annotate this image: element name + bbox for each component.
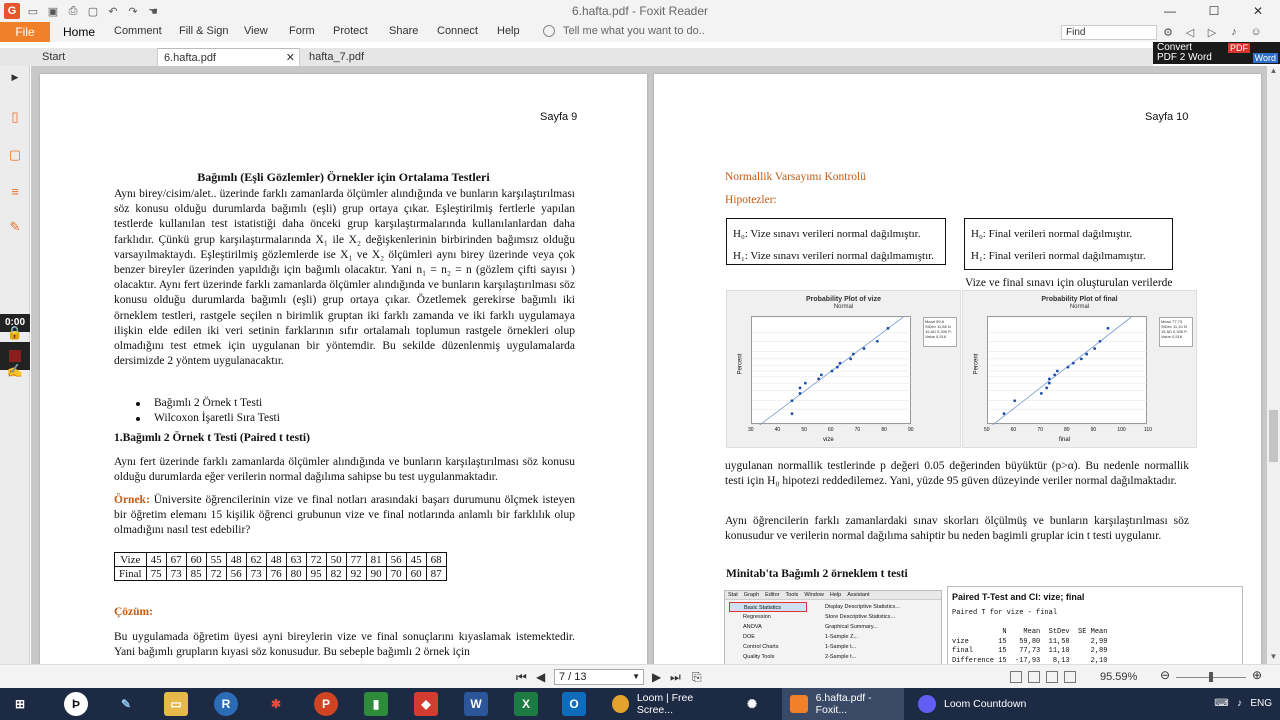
data-point (1085, 353, 1088, 356)
scroll-thumb[interactable] (1269, 410, 1278, 462)
x-tick-label: 60 (1010, 427, 1017, 433)
x-axis-label: final (1059, 437, 1071, 443)
minitab-submenu-item: 1-Sample Z... (825, 634, 859, 640)
pages-icon[interactable]: ▯ (11, 109, 19, 124)
minitab-session-output: Paired T-Test and CI: vize; final Paired T for vize - final N Mean StDev SE Mean vize 15 59,80 11,58 2,99 final 15 77,73 11,10 2,89 Difference 15 -17,93 8,13 2,10 (947, 586, 1243, 664)
minimize-icon[interactable]: — (1164, 4, 1176, 18)
right-toolbar (1160, 24, 1270, 40)
data-point (1048, 382, 1051, 385)
normality-result-paragraph: uygulanan normallik testlerinde p değeri 0.05 değerinden büyüktür (p>α). Bu nedenle normallik testi için H₀ hipotezi reddedilemez. Yani, yüzde 95 güven düzeyinde veriler normal dağılmaktadır. (725, 460, 1189, 488)
list-item: Wilcoxon İşaretli Sıra Testi (136, 411, 280, 426)
page-number-input[interactable]: 7 / 13 ▼ (554, 669, 644, 685)
x-tick-label: 110 (1144, 427, 1152, 433)
data-point (852, 353, 855, 356)
zoom-in-icon[interactable]: ⊕ (1252, 668, 1263, 682)
pen-app-icon[interactable]: ✎ (120, 697, 132, 711)
data-point (887, 327, 890, 330)
data-point (817, 377, 820, 380)
bell-icon[interactable]: ♪ (1231, 26, 1237, 38)
solution-heading: Çözüm: (114, 606, 153, 618)
data-point (1040, 392, 1043, 395)
window-title: 6.hafta.pdf - Foxit Reader (571, 4, 709, 18)
view-mode-icons (1010, 671, 1082, 683)
x-tick-label: 90 (1090, 427, 1097, 433)
loom-timer: 0:00 (0, 314, 30, 332)
section-paragraph: Aynı fert üzerinde farklı zamanlarda ölçümler alındığında ve bunların karşılaştırılması söz konusu olduğu durumlarda eğer verilerin normal dağılıma sahipse bu test uygulanmaktadır. (114, 456, 575, 484)
minitab-stat-item: Regression (743, 614, 771, 620)
redo-icon[interactable]: ↷ (128, 5, 138, 18)
document-tab-bar (0, 48, 1153, 66)
menu-view[interactable]: View (244, 25, 268, 37)
minitab-submenu-item: 1-Sample t... (825, 644, 857, 650)
data-point (1099, 340, 1102, 343)
reflow-icon[interactable]: ⎘ (692, 670, 702, 684)
minitab-menu-item: Help (829, 592, 842, 598)
example-paragraph: Örnek: Üniversite öğrencilerinin vize ve final notları arasındaki başarı durumunu ölçmek isteyen bir öğretim elemanı 15 kişilik öğrenci grubunun vize ve final notlarında anlamlı bir farklılık olup olmadığını nasıl test edebilir? (114, 494, 575, 537)
taskbar-item-foxit[interactable]: 6.hafta.pdf - Foxit... (782, 688, 904, 720)
pdf-badge: PDF (1230, 43, 1248, 53)
list-item: Bağımlı 2 Örnek t Testi (136, 396, 280, 411)
minitab-stat-item: DOE (743, 634, 755, 640)
final-hypothesis-box: H₀: Final verileri normal dağılmıştır. H₁: Final verileri normal dağılmamıştır. (964, 218, 1173, 270)
lock-icon[interactable]: 🔒 (6, 325, 24, 340)
minitab-menu-item: Window (804, 592, 824, 598)
data-point (1056, 370, 1059, 373)
network-app-icon[interactable]: ✱ (270, 697, 282, 711)
tab-6-hafta[interactable]: 6.hafta.pdf ✕ (157, 48, 300, 66)
chart-subtitle: Normal (833, 304, 854, 310)
first-page-icon[interactable]: ⏮ (516, 670, 527, 684)
single-page-icon[interactable] (1010, 671, 1022, 683)
gear-icon[interactable]: ⚙ (1163, 26, 1173, 39)
prev-page-icon[interactable]: ◀ (536, 670, 546, 684)
zoom-level[interactable]: 95.59% (1100, 671, 1138, 683)
menu-share[interactable]: Share (389, 25, 419, 37)
r-app-icon[interactable]: R (214, 692, 238, 716)
minitab-menu-item: Editor (765, 592, 780, 598)
expand-panel-icon[interactable]: ▶ (11, 71, 19, 82)
session-text: Paired T for vize - final N Mean StDev SE Mean vize 15 59,80 11,58 2,99 final 15 77,73 11,10 2,89 Difference 15 -17,93 8,13 2,10 (952, 609, 1108, 664)
zoom-slider-knob[interactable] (1209, 672, 1213, 682)
close-icon[interactable]: ✕ (1252, 4, 1264, 18)
menu-fill-sign[interactable]: Fill & Sign (179, 25, 229, 37)
minitab-menu-screenshot (724, 590, 942, 664)
taskbar-item-loom-browser[interactable]: Loom | Free Scree... (604, 688, 726, 720)
page-title: Bağımlı (Eşli Gözlemler) Örnekler için Ortalama Testleri (197, 170, 490, 184)
vize-hypothesis-box: H₀: Vize sınavı verileri normal dağılmıştır. H₁: Vize sınavı verileri normal dağılmamıştır. (726, 218, 946, 265)
y-axis-label: Percent (973, 353, 980, 375)
signature-icon[interactable]: ✍ (6, 363, 24, 378)
plot-area (751, 316, 911, 424)
powerpoint-icon[interactable]: P (314, 692, 338, 716)
hand-tool-icon[interactable]: ☚ (148, 5, 158, 18)
foxit-icon (790, 695, 808, 713)
speaker-icon[interactable]: ♪ (1236, 698, 1242, 709)
tell-me-search[interactable]: Tell me what you want to do.. (543, 25, 705, 37)
bookmarks-icon[interactable]: ▢ (8, 147, 22, 162)
convert-pdf-to-word-banner[interactable]: Convert PDF 2 Word PDF Word (1153, 42, 1280, 64)
lightbulb-icon (543, 25, 555, 37)
x-tick-label: 100 (1117, 427, 1126, 433)
windows-start-icon[interactable]: ⊞ (14, 697, 26, 711)
document-viewport[interactable] (31, 66, 1267, 664)
minitab-menu-item: Tools (785, 592, 799, 598)
data-point (1048, 377, 1051, 380)
pdf-app-icon[interactable]: ◆ (414, 692, 438, 716)
data-point (791, 412, 794, 415)
x-tick-label: 80 (1064, 427, 1070, 433)
continuous-facing-icon[interactable] (1064, 671, 1076, 683)
keyboard-icon[interactable]: ⌨ (1214, 698, 1229, 709)
scores-table (114, 552, 447, 581)
comments-icon[interactable]: ✎ (9, 219, 21, 234)
minitab-stat-item: Basic Statistics (729, 602, 807, 612)
find-input[interactable]: Find (1061, 25, 1157, 40)
x-tick-label: 50 (801, 427, 807, 433)
data-point (831, 370, 834, 373)
status-bar (0, 664, 1280, 688)
forward-arrow-icon[interactable]: ▷ (1207, 26, 1217, 39)
windows-taskbar (0, 688, 1280, 720)
chart-app-icon[interactable]: ▮ (364, 692, 388, 716)
chart-title: Probability Plot of vize (805, 296, 882, 303)
outlook-icon[interactable]: O (562, 692, 586, 716)
data-point (1080, 357, 1083, 360)
vize-probability-plot (726, 290, 961, 448)
method-list (136, 396, 280, 426)
data-point (876, 340, 879, 343)
vertical-scrollbar[interactable] (1267, 66, 1280, 664)
minitab-stat-item: ANOVA (743, 624, 762, 630)
table-row: Final 75 73 85 72 56 73 76 80 95 82 92 90 70 60 87 (115, 567, 447, 581)
final-probability-plot (962, 290, 1197, 448)
chart-title: Probability Plot of final (1041, 296, 1118, 303)
tab-start[interactable]: Start (42, 51, 66, 63)
menu-help[interactable]: Help (497, 25, 520, 37)
x-tick-label: 30 (748, 427, 754, 433)
minitab-menu-item: Assistant (847, 592, 870, 598)
chart-subtitle: Normal (1069, 304, 1090, 310)
data-point (1067, 366, 1070, 369)
chevron-down-icon[interactable]: ▼ (632, 672, 640, 681)
x-tick-label: 90 (908, 427, 914, 433)
minitab-menu-item: Stat (728, 592, 738, 598)
next-page-icon[interactable]: ▶ (652, 670, 662, 684)
layers-icon[interactable]: ≡ (11, 183, 19, 199)
zoom-out-icon[interactable]: ⊖ (1160, 668, 1171, 682)
system-tray (1214, 698, 1272, 709)
stop-icon (9, 350, 21, 362)
minitab-submenu-item: 2-Sample t... (825, 654, 857, 660)
window-icon[interactable]: ▢ (87, 5, 99, 18)
x-tick-label: 80 (881, 427, 887, 433)
facing-icon[interactable] (1046, 671, 1058, 683)
loom-countdown-icon (918, 695, 936, 713)
x-tick-label: 40 (774, 427, 781, 433)
hypothesis-heading: Hipotezler: (725, 194, 777, 206)
file-explorer-icon[interactable]: ▭ (164, 692, 188, 716)
excel-icon[interactable]: X (514, 692, 538, 716)
undo-icon[interactable]: ↶ (108, 5, 118, 18)
section-heading: 1.Bağımlı 2 Örnek t Testi (Paired t testi) (114, 432, 310, 444)
menu-form[interactable]: Form (289, 25, 315, 37)
data-point (1072, 362, 1075, 365)
tab-hafta-7[interactable]: hafta_7.pdf (309, 51, 365, 63)
data-point (820, 374, 823, 377)
data-point (799, 392, 802, 395)
y-axis-label: Percent (737, 353, 744, 375)
minitab-menu-item: Graph (743, 592, 760, 598)
left-navigation-panel (0, 66, 30, 690)
stats-legend: Mean 59,8 StDev 11,58 N 15 AD 0,306 P-Value 0,516 (923, 317, 957, 347)
minitab-stat-item: Quality Tools (743, 654, 775, 660)
x-tick-label: 70 (854, 427, 861, 433)
x-tick-label: 50 (984, 427, 990, 433)
continuous-icon[interactable] (1028, 671, 1040, 683)
pdf-page-10 (654, 74, 1261, 664)
solution-paragraph: Bu uygulamada öğretim üyesi ayni bireylerin vize ve final sonuçlarını kıyaslamak istemektedir. Yani bağımlı grupların kıyasi söz konusudur. Bu sebeple bağımlı 2 örnek için (114, 631, 575, 659)
minitab-stat-item: Control Charts (743, 644, 779, 650)
data-point (836, 366, 839, 369)
data-point (839, 362, 842, 365)
minitab-submenu-item: Display Descriptive Statistics... (825, 604, 900, 610)
chrome-icon (612, 695, 629, 713)
data-point (863, 347, 866, 350)
tab-close-icon[interactable]: ✕ (285, 52, 295, 64)
data-point (791, 399, 794, 402)
save-icon[interactable]: ▣ (47, 5, 59, 18)
caption-right: Vize ve final sınavı için oluşturulan verilerde (965, 277, 1173, 289)
intro-paragraph: Aynı birey/cisim/alet.. üzerinde farklı zamanlarda ölçümler alındığında ve bunların karşılaştırılması söz konusu olduğu durumlarda bağımlı (eşli) grup ortaya çıkar. Eşleştirilmiş fertlerle yapılan testlerde kullanılan test istatistiği daha önceki grup karşılaştırmalarında kullanılanlardan daha farklıdır. Çünkü grup karşılaştırmalarında X₁ ile X₂ değişkenlerinin birbirinden bağımsız olduğu varsayılmaktaydı. Eşleştirilmiş gözlemlerde ise X₁ ve X₂ ölçümleri aynı birey üzerinde veya çok benzer bireyler üzerinden yapıldığı için bağımlı olacaktır. Yani n₁ = n₂ = n (gözlem çifti sayısı ) olacaktır. Aynı fert üzerinde farklı zamanlarda ölçümler alındığında ve bunların karşılaştırılması söz konusu olduğu durumlarda bağımlı (eşli) grup ortaya çıkar. Özetlemek gerekirse bağımlı iki örneklem testleri, rastgele seçilen n birimlik gruptan iki farklı zamanda ve iki farklı uygulamaya ilişkin elde edilen iki veri setinin farklarının sıfır ortalamalı toplumun rastgele örnekleri olup olmadığını test etmek için uygulanan bir yöntemdir. Bu sekilde düzenlenmiş uygulamalarda dersimizde 2 yöntem uygulanacaktır. (114, 188, 575, 368)
data-point (849, 357, 852, 360)
plot-area (987, 316, 1147, 424)
scroll-up-icon[interactable]: ▲ (1269, 66, 1278, 75)
data-point (799, 387, 802, 390)
word-icon[interactable]: W (464, 692, 488, 716)
window-controls (1148, 0, 1280, 22)
table-row: Vize 45 67 60 55 48 62 48 63 72 50 77 81 56 45 68 (115, 553, 447, 567)
data-point (1003, 412, 1006, 415)
pdf-page-9 (40, 74, 647, 664)
data-point (804, 382, 807, 385)
data-point (1045, 387, 1048, 390)
menu-connect[interactable]: Connect (437, 25, 478, 37)
word-badge: Word (1254, 53, 1276, 63)
minitab-submenu-item: Graphical Summary... (825, 624, 878, 630)
language-indicator[interactable]: ENG (1250, 698, 1272, 709)
minitab-section-heading: Minitab'ta Bağımlı 2 örneklem t testi (726, 568, 908, 580)
last-page-icon[interactable]: ⏭ (670, 670, 681, 684)
maximize-icon[interactable]: ☐ (1208, 4, 1220, 18)
foxit-app-icon[interactable]: G (4, 3, 20, 19)
print-icon[interactable]: ⎙ (68, 4, 78, 17)
taskbar-item-loom-countdown[interactable]: Loom Countdown (910, 688, 1032, 720)
open-folder-icon[interactable]: ▭ (27, 5, 39, 18)
menu-home[interactable]: Home (63, 25, 96, 39)
user-icon[interactable]: ☺ (1250, 26, 1262, 38)
back-arrow-icon[interactable]: ◁ (1185, 26, 1195, 39)
data-point (1013, 399, 1016, 402)
page-number: Sayfa 10 (1145, 111, 1189, 123)
minitab-submenu-item: Store Descriptive Statistics... (825, 614, 895, 620)
data-point (1093, 347, 1096, 350)
x-tick-label: 60 (828, 427, 834, 433)
menu-protect[interactable]: Protect (333, 25, 368, 37)
x-axis-label: vize (823, 437, 834, 443)
scroll-down-icon[interactable]: ▼ (1269, 652, 1278, 661)
dependence-paragraph: Aynı öğrencilerin farklı zamanlardaki sınav skorları ölçülmüş ve bunların karşılaştırılması söz konusudur ve verilerin normal dağılıma sahiptir bu neden bagimli gruplar icin t testi uygulanır. (725, 515, 1189, 543)
menu-comment[interactable]: Comment (114, 25, 162, 37)
p-app-icon[interactable]: Þ (64, 692, 88, 716)
title-bar (0, 0, 1280, 22)
page-number: Sayfa 9 (540, 111, 578, 123)
x-tick-label: 70 (1037, 427, 1043, 433)
data-point (1053, 374, 1056, 377)
data-point (1107, 327, 1110, 330)
file-menu-button[interactable]: File (0, 22, 50, 42)
stats-legend: Mean 77,73 StDev 11,10 N 15 AD 0,306 P-Value 0,516 (1159, 317, 1193, 347)
loom-icon[interactable]: ✺ (746, 697, 758, 711)
normality-heading: Normallik Varsayımı Kontrolü (725, 171, 866, 183)
